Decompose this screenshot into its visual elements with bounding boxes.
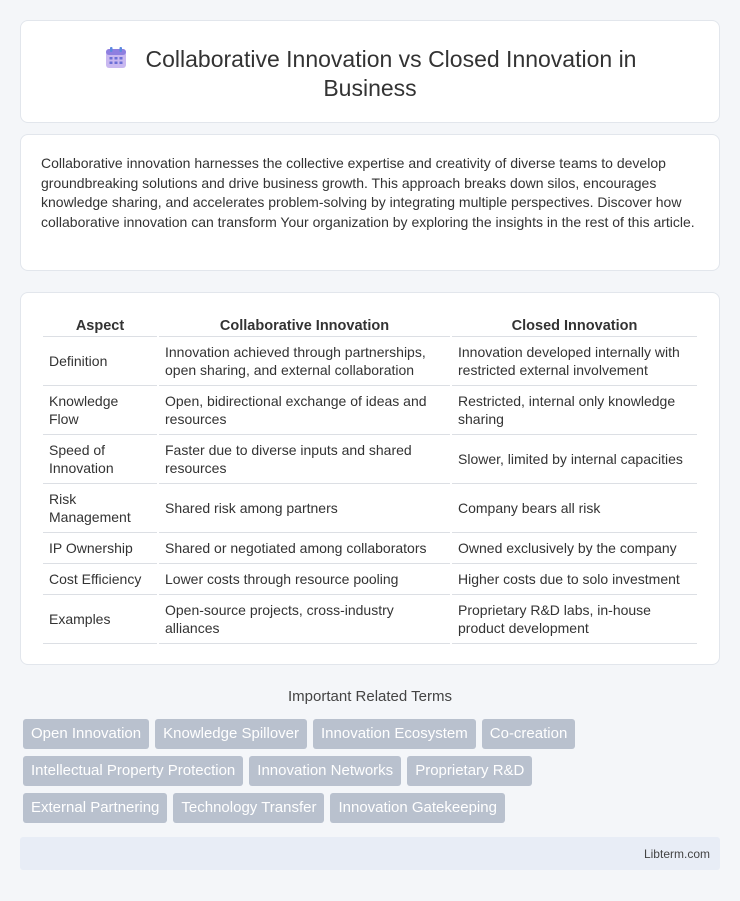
related-terms-heading: Important Related Terms xyxy=(288,688,452,705)
table-row xyxy=(43,533,697,564)
table-row xyxy=(43,564,697,595)
tag-knowledge-spillover[interactable]: Knowledge Spillover xyxy=(155,719,307,749)
aspect-cell: Examples xyxy=(43,595,157,644)
tag-proprietary-rd[interactable]: Proprietary R&D xyxy=(407,756,532,786)
aspect-cell: Knowledge Flow xyxy=(43,386,157,435)
collaborative-cell: Innovation achieved through partnerships, open sharing, and external collaboration xyxy=(159,337,450,386)
intro-card xyxy=(20,134,720,271)
collaborative-cell: Shared or negotiated among collaborators xyxy=(159,533,450,564)
tag-external-partnering[interactable]: External Partnering xyxy=(23,793,167,823)
closed-cell: Proprietary R&D labs, in-house product development xyxy=(452,595,697,644)
closed-cell: Owned exclusively by the company xyxy=(452,533,697,564)
closed-cell: Company bears all risk xyxy=(452,484,697,533)
header-card xyxy=(20,20,720,123)
tag-innovation-gatekeeping[interactable]: Innovation Gatekeeping xyxy=(330,793,504,823)
table-row xyxy=(43,386,697,435)
comparison-card xyxy=(20,292,720,665)
tag-technology-transfer[interactable]: Technology Transfer xyxy=(173,793,324,823)
tag-row xyxy=(23,756,723,786)
tag-innovation-networks[interactable]: Innovation Networks xyxy=(249,756,401,786)
table-row xyxy=(43,435,697,484)
page-title-wrap xyxy=(21,45,719,103)
aspect-cell: IP Ownership xyxy=(43,533,157,564)
tag-row xyxy=(23,793,723,823)
page-title: Collaborative Innovation vs Closed Innovation in Business xyxy=(145,46,637,101)
table-header-row xyxy=(43,315,697,337)
calendar-icon xyxy=(104,46,128,70)
aspect-cell: Definition xyxy=(43,337,157,386)
comparison-table xyxy=(41,315,699,644)
tag-intellectual-property-protection[interactable]: Intellectual Property Protection xyxy=(23,756,243,786)
column-header-aspect: Aspect xyxy=(43,315,157,337)
tag-open-innovation[interactable]: Open Innovation xyxy=(23,719,149,749)
aspect-cell: Speed of Innovation xyxy=(43,435,157,484)
aspect-cell: Cost Efficiency xyxy=(43,564,157,595)
intro-paragraph: Collaborative innovation harnesses the collective expertise and creativity of diverse teams to develop groundbreaking solutions and drive business growth. This approach breaks down silos, encourages knowledge sharing, and accelerates problem-solving by integrating multiple perspectives. Discover how collaborative innovation can transform Your organization by exploring the insights in the rest of this article. xyxy=(41,155,695,230)
tag-co-creation[interactable]: Co-creation xyxy=(482,719,576,749)
table-row xyxy=(43,484,697,533)
tag-row xyxy=(23,719,723,749)
collaborative-cell: Open, bidirectional exchange of ideas and resources xyxy=(159,386,450,435)
collaborative-cell: Shared risk among partners xyxy=(159,484,450,533)
closed-cell: Restricted, internal only knowledge sharing xyxy=(452,386,697,435)
collaborative-cell: Faster due to diverse inputs and shared resources xyxy=(159,435,450,484)
closed-cell: Higher costs due to solo investment xyxy=(452,564,697,595)
table-row xyxy=(43,595,697,644)
footer xyxy=(20,837,720,870)
closed-cell: Innovation developed internally with restricted external involvement xyxy=(452,337,697,386)
footer-site-link[interactable]: Libterm.com xyxy=(643,847,710,861)
column-header-closed: Closed Innovation xyxy=(452,315,697,337)
table-row xyxy=(43,337,697,386)
closed-cell: Slower, limited by internal capacities xyxy=(452,435,697,484)
related-terms-list xyxy=(23,719,723,830)
aspect-cell: Risk Management xyxy=(43,484,157,533)
column-header-collaborative: Collaborative Innovation xyxy=(159,315,450,337)
collaborative-cell: Open-source projects, cross-industry alliances xyxy=(159,595,450,644)
collaborative-cell: Lower costs through resource pooling xyxy=(159,564,450,595)
tag-innovation-ecosystem[interactable]: Innovation Ecosystem xyxy=(313,719,476,749)
